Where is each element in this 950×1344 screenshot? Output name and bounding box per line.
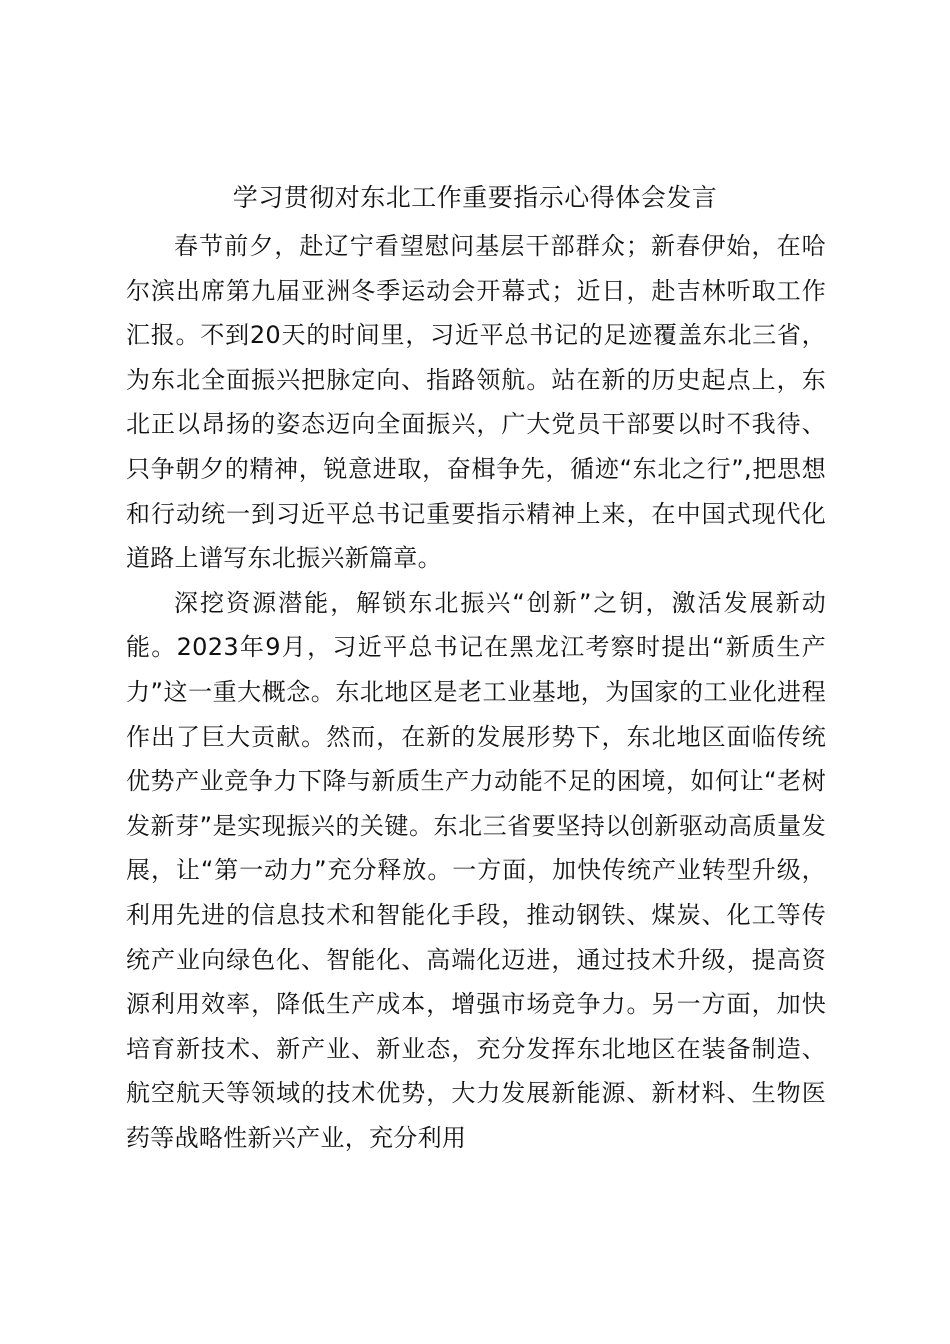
document-body [126, 224, 826, 1160]
paragraph-2: 深挖资源潜能，解锁东北振兴“创新”之钥，激活发展新动能。2023年9月，习近平总书记在黑龙江考察时提出“新质生产力”这一重大概念。东北地区是老工业基地，为国家的工业化进程作出了巨大贡献。然而，在新的发展形势下，东北地区面临传统优势产业竞争力下降与新质生产力动能不足的困境，如何让“老树发新芽”是实现振兴的关键。东北三省要坚持以创新驱动高质量发展，让“第一动力”充分释放。一方面，加快传统产业转型升级，利用先进的信息技术和智能化手段，推动钢铁、煤炭、化工等传统产业向绿色化、智能化、高端化迈进，通过技术升级，提高资源利用效率，降低生产成本，增强市场竞争力。另一方面，加快培育新技术、新产业、新业态，充分发挥东北地区在装备制造、航空航天等领域的技术优势，大力发展新能源、新材料、生物医药等战略性新兴产业，充分利用 [126, 588, 826, 1152]
paragraph-1: 春节前夕，赴辽宁看望慰问基层干部群众；新春伊始，在哈尔滨出席第九届亚洲冬季运动会开幕式；近日，赴吉林听取工作汇报。不到20天的时间里，习近平总书记的足迹覆盖东北三省，为东北全面振兴把脉定向、指路领航。站在新的历史起点上，东北正以昂扬的姿态迈向全面振兴，广大党员干部要以时不我待、只争朝夕的精神，锐意进取，奋楫争先，循迹“东北之行”,把思想和行动统一到习近平总书记重要指示精神上来，在中国式现代化道路上谱写东北振兴新篇章。 [126, 232, 826, 573]
document-title: 学习贯彻对东北工作重要指示心得体会发言 [232, 183, 718, 212]
